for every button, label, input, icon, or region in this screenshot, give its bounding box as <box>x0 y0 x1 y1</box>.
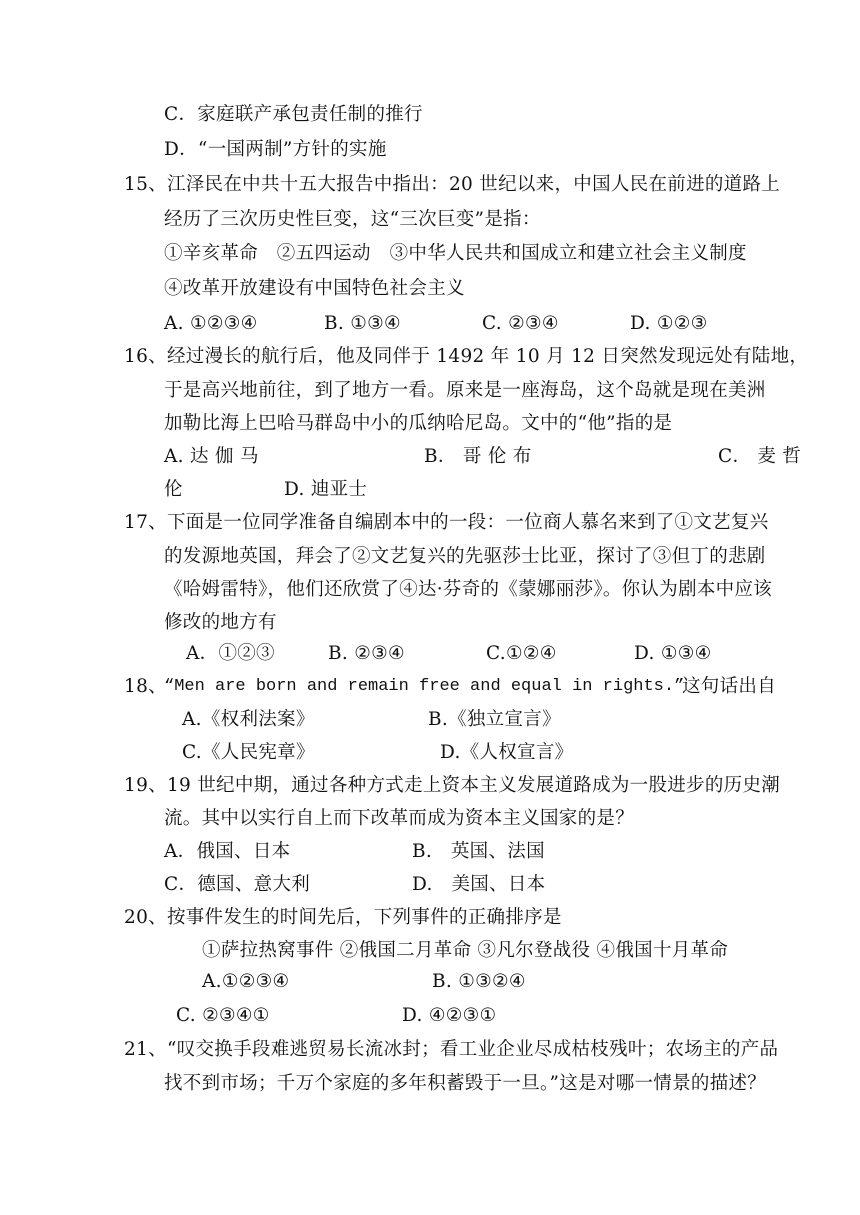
q20-option-b: B. ①③②④ <box>432 971 526 992</box>
q15-option-a: A. ①②③④ <box>164 313 258 334</box>
q21-stem-line-2: 找不到市场；千万个家庭的多年积蓄毁于一旦。”这是对哪一情景的描述？ <box>164 1073 767 1094</box>
q17-option-c: C.①②④ <box>486 643 557 664</box>
q14-option-d: D．“一国两制”方针的实施 <box>164 139 387 160</box>
q20-option-a: A.①②③④ <box>202 971 290 992</box>
q17-stem-line-3: 《哈姆雷特》，他们还欣赏了④达·芬奇的《蒙娜丽莎》。你认为剧本中应该 <box>164 579 773 600</box>
q16-stem-line-2: 于是高兴地前往，到了地方一看。原来是一座海岛，这个岛就是现在美洲 <box>164 380 766 401</box>
q19-stem-line-2: 流。其中以实行自上而下改革而成为资本主义国家的是？ <box>164 808 635 829</box>
q20-items: ①萨拉热窝事件 ②俄国二月革命 ③凡尔登战役 ④俄国十月革命 <box>202 940 729 961</box>
q19-option-b: B. 英国、法国 <box>412 841 545 862</box>
q18-number: 18、 <box>124 676 167 697</box>
q18-quote: “Men are born and remain free and equal in rights.” <box>164 677 685 696</box>
q17-stem-line-4: 修改的地方有 <box>164 612 277 633</box>
q19-stem-line-1: 19、19 世纪中期，通过各种方式走上资本主义发展道路成为一股进步的历史潮 <box>124 775 781 796</box>
q16-option-a: A. 达 伽 马 <box>164 446 259 467</box>
q19-option-c: C．德国、意大利 <box>164 874 311 895</box>
q16-option-c-continued: 伦 <box>164 479 183 500</box>
q14-option-c: C．家庭联产承包责任制的推行 <box>164 104 423 125</box>
q15-option-b: B. ①③④ <box>324 313 401 334</box>
q15-stem-line-1: 15、江泽民在中共十五大报告中指出：20 世纪以来，中国人民在前进的道路上 <box>124 174 781 195</box>
q20-option-c: C. ②③④① <box>176 1005 270 1026</box>
q18-option-a: A.《权利法案》 <box>182 709 315 730</box>
q20-option-d: D. ④②③① <box>402 1005 497 1026</box>
q20-stem: 20、按事件发生的时间先后，下列事件的正确排序是 <box>124 907 562 928</box>
q18-option-c: C.《人民宪章》 <box>182 742 315 763</box>
q17-option-a: A．①②③ <box>186 643 275 664</box>
q15-items-line-2: ④改革开放建设有中国特色社会主义 <box>164 278 465 299</box>
q15-option-d: D. ①②③ <box>630 313 708 334</box>
q16-stem-line-1: 16、经过漫长的航行后，他及同伴于 1492 年 10 月 12 日突然发现远处有陆地， <box>124 346 809 367</box>
q16-stem-line-3: 加勒比海上巴哈马群岛中小的瓜纳哈尼岛。文中的“他”指的是 <box>164 413 673 434</box>
q18-option-d: D.《人权宣言》 <box>440 742 574 763</box>
q19-option-d: D. 美国、日本 <box>412 874 546 895</box>
q19-option-a: A．俄国、日本 <box>164 841 291 862</box>
q15-items-line-1: ①辛亥革命 ②五四运动 ③中华人民共和国成立和建立社会主义制度 <box>164 243 747 264</box>
q17-option-b: B. ②③④ <box>328 643 405 664</box>
q15-stem-line-2: 经历了三次历史性巨变，这“三次巨变”是指： <box>164 209 541 230</box>
q16-option-d: D. 迪亚士 <box>284 479 368 500</box>
q15-option-c: C. ②③④ <box>482 313 559 334</box>
q16-option-b: B． 哥 伦 布 <box>424 446 532 467</box>
q16-option-c: C． 麦 哲 <box>718 446 802 467</box>
q18-stem-tail: 这句话出自 <box>682 676 777 697</box>
q17-stem-line-2: 的发源地英国，拜会了②文艺复兴的先驱莎士比亚，探讨了③但丁的悲剧 <box>164 546 766 567</box>
q17-option-d: D. ①③④ <box>634 643 712 664</box>
q18-option-b: B.《独立宣言》 <box>428 709 561 730</box>
q21-stem-line-1: 21、“叹交换手段难逃贸易长流冰封；看工业企业尽成枯枝残叶；农场主的产品 <box>124 1039 779 1060</box>
q17-stem-line-1: 17、下面是一位同学准备自编剧本中的一段：一位商人慕名来到了①文艺复兴 <box>124 512 769 533</box>
